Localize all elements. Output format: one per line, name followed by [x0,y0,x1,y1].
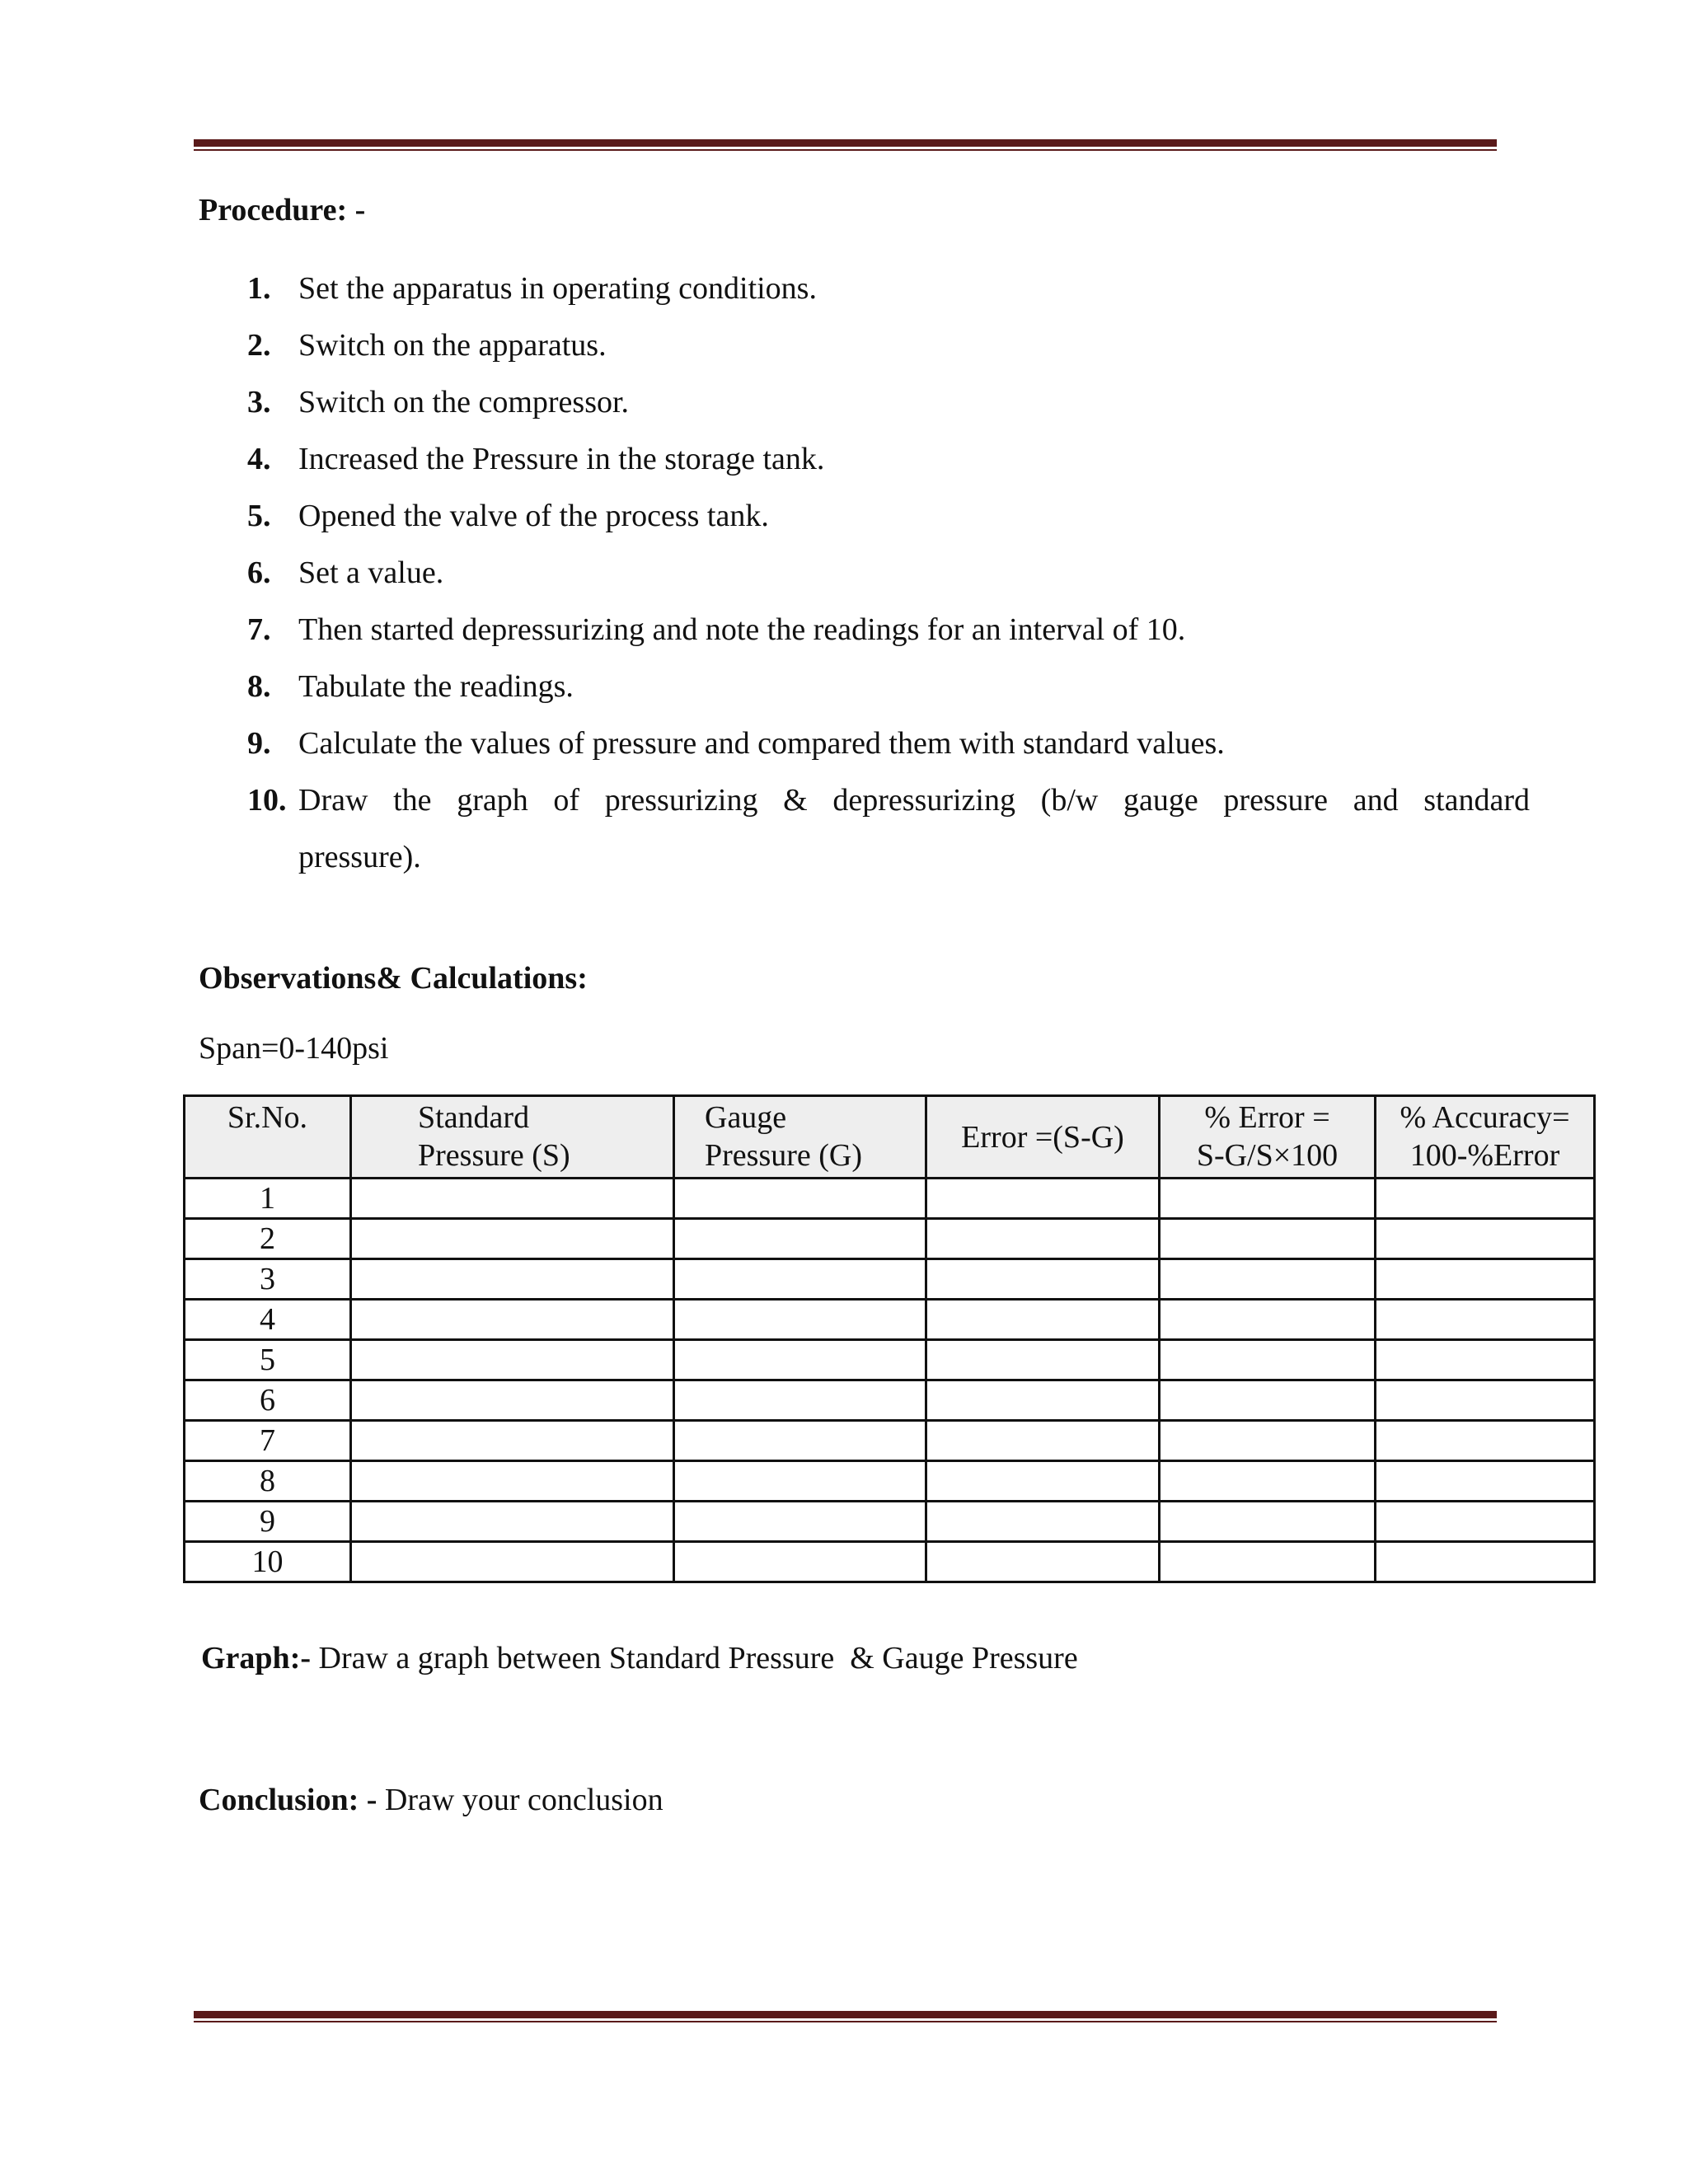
table-row [185,1461,1595,1502]
step-text: Switch on the compressor. [298,385,630,419]
standard-pressure-cell [351,1179,674,1219]
step-text: Calculate the values of pressure and compared them with standard values. [298,726,1225,761]
conclusion-text: Draw your conclusion [377,1783,663,1817]
sr-no-cell: 6 [185,1380,351,1421]
table-row [185,1219,1595,1259]
percent-accuracy-cell [1376,1219,1595,1259]
standard-pressure-cell [351,1380,674,1421]
header-sr-no [185,1096,351,1179]
table-row [185,1542,1595,1582]
error-cell [926,1502,1160,1542]
step-text: Switch on the apparatus. [298,328,607,363]
standard-pressure-cell [351,1300,674,1340]
percent-accuracy-cell [1376,1502,1595,1542]
bottom-decorative-rule [194,2011,1497,2022]
sr-no-cell: 5 [185,1340,351,1380]
percent-error-cell [1160,1421,1376,1461]
header-text-line1: % Error = [1204,1100,1330,1135]
step-number: 4. [247,442,271,476]
percent-accuracy-cell [1376,1421,1595,1461]
header-text: Error =(S-G) [961,1119,1124,1155]
standard-pressure-cell [351,1421,674,1461]
observations-heading: Observations& Calculations: [199,961,588,996]
standard-pressure-cell [351,1542,674,1582]
step-text: Opened the valve of the process tank. [298,499,769,533]
error-cell [926,1219,1160,1259]
step-number: 5. [247,499,271,533]
percent-error-cell [1160,1340,1376,1380]
procedure-step [247,488,1484,545]
step-number: 1. [247,271,271,306]
header-text-line2: Pressure (S) [418,1138,570,1173]
conclusion-instruction [199,1782,663,1818]
error-cell [926,1542,1160,1582]
header-text-line2: Pressure (G) [705,1138,863,1173]
error-cell [926,1461,1160,1502]
sr-no-cell: 1 [185,1179,351,1219]
header-text-line1: Gauge [705,1100,787,1135]
procedure-step [247,602,1484,658]
percent-accuracy-cell [1376,1300,1595,1340]
procedure-step [247,260,1484,317]
error-cell [926,1259,1160,1300]
step-text-line1: Draw the graph of pressurizing & depressurizing (b/w gauge pressure and standard [298,783,1530,818]
header-text-line2: S-G/S×100 [1196,1138,1339,1173]
sr-no-cell: 9 [185,1502,351,1542]
percent-error-cell [1160,1380,1376,1421]
table-row [185,1340,1595,1380]
procedure-step [247,545,1484,602]
graph-label: Graph:- [201,1641,311,1675]
table-row [185,1179,1595,1219]
percent-error-cell [1160,1259,1376,1300]
header-text-line2: 100-%Error [1409,1138,1560,1173]
standard-pressure-cell [351,1219,674,1259]
span-text: Span=0-140psi [199,1031,389,1066]
header-text-line1: % Accuracy= [1400,1100,1570,1135]
header-percent-error [1160,1096,1376,1179]
step-number: 2. [247,328,271,363]
percent-accuracy-cell [1376,1380,1595,1421]
graph-instruction [201,1640,1078,1676]
step-text: Tabulate the readings. [298,669,574,704]
step-text: Set the apparatus in operating conditions. [298,271,817,306]
header-error [926,1096,1160,1179]
percent-accuracy-cell [1376,1179,1595,1219]
step-number: 7. [247,612,271,647]
gauge-pressure-cell [674,1421,926,1461]
standard-pressure-cell [351,1502,674,1542]
graph-text: Draw a graph between Standard Pressure & Gauge Pressure [311,1641,1078,1675]
procedure-step [247,772,1530,886]
top-decorative-rule [194,139,1497,151]
table-row [185,1300,1595,1340]
sr-no-cell: 4 [185,1300,351,1340]
percent-accuracy-cell [1376,1461,1595,1502]
step-number: 8. [247,669,271,704]
table-row [185,1259,1595,1300]
step-text: Then started depressurizing and note the readings for an interval of 10. [298,612,1186,647]
error-cell [926,1179,1160,1219]
step-number: 10. [247,783,287,818]
percent-error-cell [1160,1502,1376,1542]
percent-error-cell [1160,1300,1376,1340]
procedure-steps-list [247,260,1530,886]
procedure-step [247,431,1484,488]
gauge-pressure-cell [674,1380,926,1421]
error-cell [926,1421,1160,1461]
sr-no-cell: 10 [185,1542,351,1582]
header-text-line1: Standard [418,1100,530,1135]
error-cell [926,1340,1160,1380]
sr-no-cell: 3 [185,1259,351,1300]
procedure-step [247,317,1484,374]
gauge-pressure-cell [674,1340,926,1380]
conclusion-label: Conclusion: - [199,1783,377,1817]
header-percent-accuracy [1376,1096,1595,1179]
step-number: 3. [247,385,271,419]
gauge-pressure-cell [674,1179,926,1219]
error-cell [926,1300,1160,1340]
gauge-pressure-cell [674,1300,926,1340]
procedure-step [247,715,1484,772]
step-text-line2: pressure). [298,840,421,874]
percent-accuracy-cell [1376,1340,1595,1380]
gauge-pressure-cell [674,1259,926,1300]
table-row [185,1421,1595,1461]
standard-pressure-cell [351,1340,674,1380]
standard-pressure-cell [351,1259,674,1300]
percent-error-cell [1160,1542,1376,1582]
header-text: Sr.No. [227,1100,308,1135]
sr-no-cell: 8 [185,1461,351,1502]
gauge-pressure-cell [674,1542,926,1582]
header-gauge-pressure [674,1096,926,1179]
procedure-step [247,374,1484,431]
table-row [185,1502,1595,1542]
gauge-pressure-cell [674,1461,926,1502]
gauge-pressure-cell [674,1502,926,1542]
percent-error-cell [1160,1461,1376,1502]
procedure-heading: Procedure: - [199,193,366,227]
procedure-step [247,658,1484,715]
percent-error-cell [1160,1219,1376,1259]
table-header-row [185,1096,1595,1179]
percent-accuracy-cell [1376,1259,1595,1300]
sr-no-cell: 2 [185,1219,351,1259]
step-number: 6. [247,555,271,590]
standard-pressure-cell [351,1461,674,1502]
step-text: Set a value. [298,555,444,590]
sr-no-cell: 7 [185,1421,351,1461]
header-standard-pressure [351,1096,674,1179]
percent-error-cell [1160,1179,1376,1219]
observation-table [183,1094,1596,1583]
error-cell [926,1380,1160,1421]
table-row [185,1380,1595,1421]
percent-accuracy-cell [1376,1542,1595,1582]
step-number: 9. [247,726,271,761]
step-text: Increased the Pressure in the storage tank. [298,442,825,476]
gauge-pressure-cell [674,1219,926,1259]
